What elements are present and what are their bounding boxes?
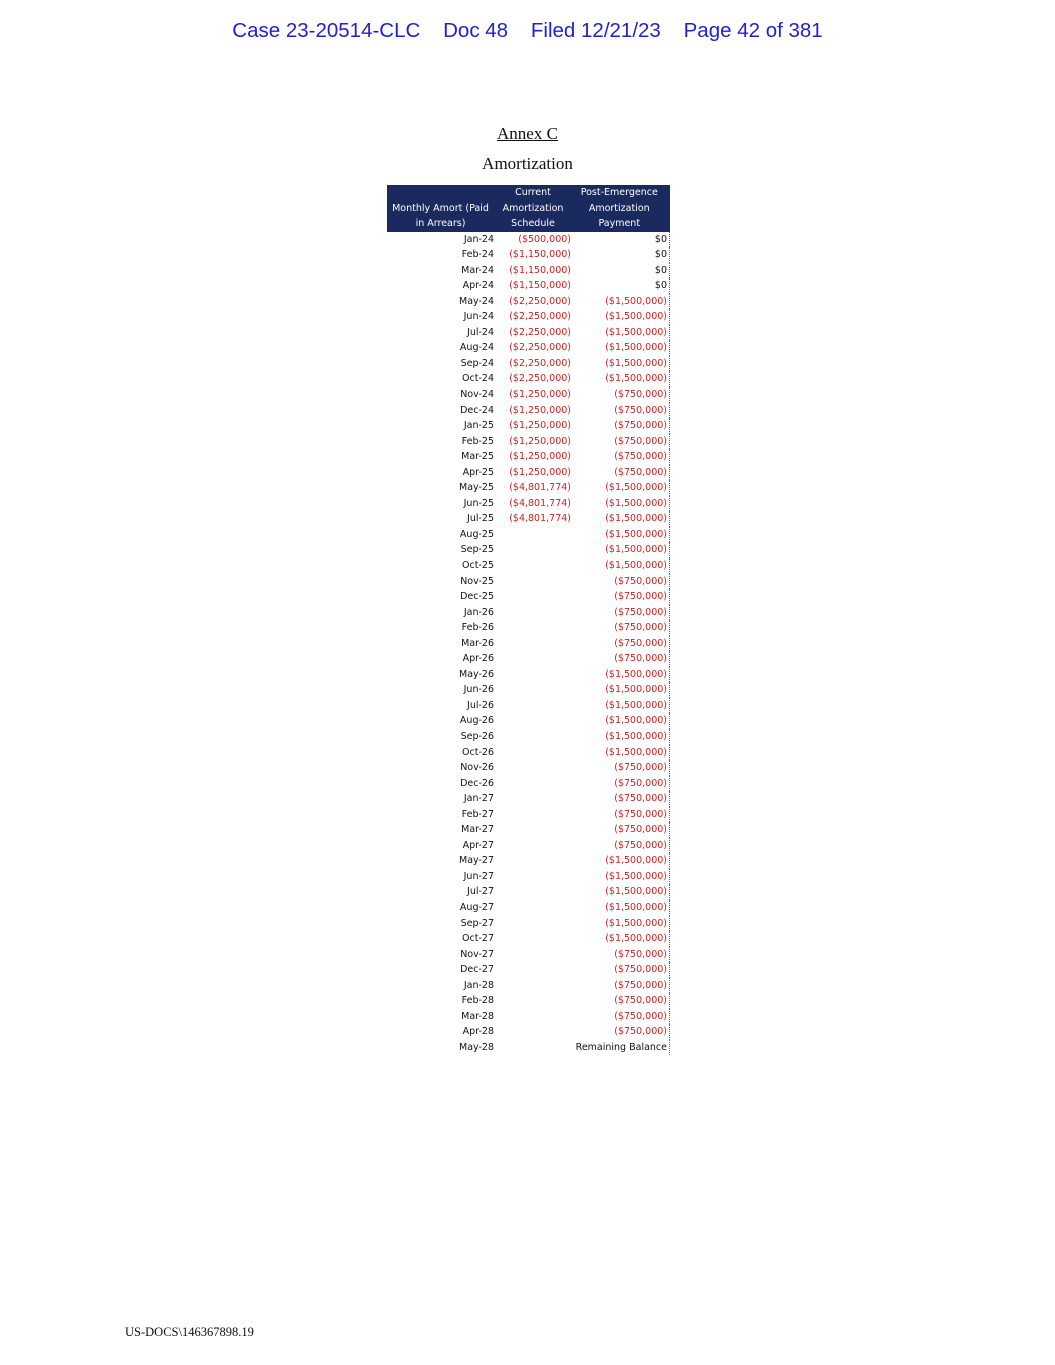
month-cell: Jun-25: [463, 497, 494, 509]
post-emergence-cell: ($750,000): [571, 403, 670, 419]
current-schedule-cell: ($1,250,000): [509, 451, 571, 463]
month-cell: Nov-25: [460, 575, 494, 587]
current-schedule-cell: ($1,250,000): [509, 435, 571, 447]
month-cell: Jul-25: [467, 513, 494, 525]
table-row: [387, 838, 670, 854]
post-emergence-cell: ($750,000): [571, 1009, 670, 1025]
post-emergence-cell: ($750,000): [571, 651, 670, 667]
month-cell: Jul-26: [467, 699, 494, 711]
current-schedule-cell: [495, 651, 571, 667]
month-cell: Jul-27: [467, 886, 494, 898]
current-schedule-cell: ($2,250,000): [509, 357, 571, 369]
table-row: [387, 978, 670, 994]
table-row: [387, 1040, 670, 1056]
table-row: [387, 636, 670, 652]
document-id: US-DOCS\146367898.19: [125, 1325, 254, 1339]
post-emergence-cell: ($1,500,000): [571, 853, 670, 869]
month-cell: Apr-24: [462, 280, 494, 292]
month-cell: Nov-27: [460, 948, 494, 960]
month-cell: Feb-26: [461, 622, 494, 634]
current-schedule-cell: [495, 713, 571, 729]
month-cell: Jan-24: [463, 233, 494, 245]
table-row: [387, 605, 670, 621]
post-emergence-cell: $0: [571, 278, 670, 294]
table-row: [387, 465, 670, 481]
current-schedule-cell: [495, 1040, 571, 1056]
current-schedule-cell: [495, 993, 571, 1009]
current-schedule-cell: ($1,250,000): [509, 420, 571, 432]
current-schedule-cell: [495, 1024, 571, 1040]
post-emergence-cell: ($1,500,000): [571, 371, 670, 387]
current-schedule-cell: [495, 978, 571, 994]
post-emergence-cell: ($1,500,000): [571, 511, 670, 527]
current-schedule-cell: [495, 931, 571, 947]
current-schedule-cell: [495, 574, 571, 590]
table-row: [387, 1024, 670, 1040]
current-schedule-cell: [495, 605, 571, 621]
table-row: [387, 387, 670, 403]
month-cell: Aug-24: [459, 342, 494, 354]
table-row: [387, 776, 670, 792]
current-schedule-cell: [495, 667, 571, 683]
table-row: [387, 263, 670, 279]
current-schedule-cell: ($2,250,000): [509, 342, 571, 354]
current-schedule-cell: ($2,250,000): [509, 311, 571, 323]
post-emergence-cell: ($750,000): [571, 418, 670, 434]
current-schedule-cell: [495, 807, 571, 823]
current-schedule-cell: ($500,000): [518, 233, 571, 245]
post-emergence-cell: ($1,500,000): [571, 931, 670, 947]
post-emergence-cell: ($1,500,000): [571, 729, 670, 745]
month-cell: May-27: [459, 855, 494, 867]
current-schedule-cell: ($1,250,000): [509, 388, 571, 400]
current-schedule-cell: [495, 853, 571, 869]
month-cell: Feb-24: [461, 249, 494, 261]
table-row: [387, 745, 670, 761]
current-schedule-cell: [495, 620, 571, 636]
table-row: [387, 993, 670, 1009]
post-emergence-cell: ($1,500,000): [571, 480, 670, 496]
current-schedule-cell: [495, 838, 571, 854]
current-schedule-cell: ($4,801,774): [509, 513, 571, 525]
table-row: [387, 356, 670, 372]
current-schedule-cell: [495, 682, 571, 698]
current-schedule-cell: ($2,250,000): [509, 295, 571, 307]
post-emergence-cell: ($750,000): [571, 776, 670, 792]
month-cell: Jan-25: [463, 420, 494, 432]
header-monthly-amort: Monthly Amort (Paid in Arrears): [387, 185, 495, 232]
table-row: [387, 931, 670, 947]
post-emergence-cell: ($750,000): [571, 636, 670, 652]
table-row: [387, 962, 670, 978]
post-emergence-cell: ($750,000): [571, 962, 670, 978]
current-schedule-cell: ($1,250,000): [509, 466, 571, 478]
post-emergence-cell: ($750,000): [571, 605, 670, 621]
table-body: [387, 232, 670, 1056]
table-row: [387, 807, 670, 823]
month-cell: Mar-26: [461, 637, 494, 649]
month-cell: Apr-25: [462, 466, 494, 478]
month-cell: Sep-27: [460, 917, 494, 929]
header-current-schedule: Current Amortization Schedule: [495, 185, 571, 232]
month-cell: Dec-26: [460, 777, 494, 789]
post-emergence-cell: ($750,000): [571, 387, 670, 403]
month-cell: Nov-26: [460, 762, 494, 774]
post-emergence-cell: ($1,500,000): [571, 682, 670, 698]
month-cell: Aug-27: [459, 902, 494, 914]
current-schedule-cell: [495, 527, 571, 543]
month-cell: May-26: [459, 668, 494, 680]
post-emergence-cell: ($750,000): [571, 465, 670, 481]
current-schedule-cell: ($1,250,000): [509, 404, 571, 416]
post-emergence-cell: ($750,000): [571, 822, 670, 838]
current-schedule-cell: [495, 558, 571, 574]
month-cell: May-28: [459, 1041, 494, 1053]
table-row: [387, 947, 670, 963]
table-row: [387, 294, 670, 310]
current-schedule-cell: [495, 776, 571, 792]
annex-subtitle: Amortization: [482, 154, 573, 173]
table-row: [387, 434, 670, 450]
table-row: [387, 232, 670, 248]
month-cell: May-24: [459, 295, 494, 307]
month-cell: Jun-24: [463, 311, 494, 323]
month-cell: Sep-24: [460, 357, 494, 369]
post-emergence-cell: ($1,500,000): [571, 309, 670, 325]
post-emergence-cell: ($750,000): [571, 434, 670, 450]
post-emergence-cell: ($750,000): [571, 760, 670, 776]
current-schedule-cell: [495, 947, 571, 963]
post-emergence-cell: ($750,000): [571, 1024, 670, 1040]
current-schedule-cell: [495, 916, 571, 932]
month-cell: Jun-27: [463, 870, 494, 882]
post-emergence-cell: ($750,000): [571, 993, 670, 1009]
current-schedule-cell: [495, 900, 571, 916]
doc-number: Doc 48: [443, 19, 509, 42]
table-row: [387, 371, 670, 387]
table-row: [387, 667, 670, 683]
post-emergence-cell: ($750,000): [571, 574, 670, 590]
table-row: [387, 480, 670, 496]
month-cell: May-25: [459, 482, 494, 494]
table-row: [387, 449, 670, 465]
month-cell: Oct-25: [462, 559, 494, 571]
current-schedule-cell: ($1,150,000): [509, 280, 571, 292]
current-schedule-cell: [495, 962, 571, 978]
table-row: [387, 309, 670, 325]
post-emergence-cell: Remaining Balance: [571, 1040, 670, 1056]
month-cell: Apr-27: [462, 839, 494, 851]
current-schedule-cell: [495, 729, 571, 745]
current-schedule-cell: [495, 542, 571, 558]
month-cell: Jan-28: [463, 979, 494, 991]
table-row: [387, 620, 670, 636]
post-emergence-cell: ($1,500,000): [571, 745, 670, 761]
month-cell: Dec-24: [460, 404, 494, 416]
table-row: [387, 418, 670, 434]
table-row: [387, 916, 670, 932]
current-schedule-cell: [495, 698, 571, 714]
current-schedule-cell: ($4,801,774): [509, 482, 571, 494]
table-row: [387, 869, 670, 885]
month-cell: Jan-27: [463, 793, 494, 805]
table-row: [387, 853, 670, 869]
month-cell: Mar-27: [461, 824, 494, 836]
table-row: [387, 278, 670, 294]
post-emergence-cell: ($1,500,000): [571, 884, 670, 900]
case-header: [0, 19, 1055, 43]
post-emergence-cell: ($750,000): [571, 620, 670, 636]
post-emergence-cell: ($1,500,000): [571, 900, 670, 916]
month-cell: Apr-28: [462, 1026, 494, 1038]
table-row: [387, 1009, 670, 1025]
month-cell: Jun-26: [463, 684, 494, 696]
table-row: [387, 729, 670, 745]
post-emergence-cell: $0: [571, 263, 670, 279]
month-cell: Apr-26: [462, 653, 494, 665]
post-emergence-cell: ($750,000): [571, 807, 670, 823]
table-row: [387, 340, 670, 356]
filed-date: Filed 12/21/23: [530, 19, 661, 42]
post-emergence-cell: ($1,500,000): [571, 356, 670, 372]
month-cell: Feb-25: [461, 435, 494, 447]
month-cell: Sep-26: [460, 731, 494, 742]
post-emergence-cell: ($750,000): [571, 838, 670, 854]
current-schedule-cell: [495, 822, 571, 838]
month-cell: Aug-25: [459, 528, 494, 540]
month-cell: Jan-26: [463, 606, 494, 618]
month-cell: Oct-26: [462, 746, 494, 758]
post-emergence-cell: ($1,500,000): [571, 527, 670, 543]
current-schedule-cell: ($1,150,000): [509, 264, 571, 276]
current-schedule-cell: ($2,250,000): [509, 326, 571, 338]
post-emergence-cell: $0: [571, 247, 670, 263]
table-row: [387, 527, 670, 543]
month-cell: Oct-27: [462, 933, 494, 945]
post-emergence-cell: ($1,500,000): [571, 667, 670, 683]
month-cell: Mar-28: [461, 1010, 494, 1022]
table-row: [387, 884, 670, 900]
table-row: [387, 791, 670, 807]
current-schedule-cell: [495, 636, 571, 652]
table-row: [387, 496, 670, 512]
month-cell: Jul-24: [467, 326, 494, 338]
current-schedule-cell: ($1,150,000): [509, 249, 571, 261]
current-schedule-cell: ($2,250,000): [509, 373, 571, 385]
post-emergence-cell: $0: [571, 232, 670, 248]
amortization-table: [387, 185, 670, 1055]
current-schedule-cell: ($4,801,774): [509, 497, 571, 509]
month-cell: Feb-28: [461, 995, 494, 1007]
table-row: [387, 511, 670, 527]
current-schedule-cell: [495, 791, 571, 807]
month-cell: Nov-24: [460, 388, 494, 400]
current-schedule-cell: [495, 884, 571, 900]
current-schedule-cell: [495, 589, 571, 605]
table-row: [387, 713, 670, 729]
month-cell: Sep-25: [460, 544, 494, 556]
post-emergence-cell: ($1,500,000): [571, 496, 670, 512]
table-row: [387, 247, 670, 263]
post-emergence-cell: ($750,000): [571, 978, 670, 994]
table-row: [387, 900, 670, 916]
post-emergence-cell: ($1,500,000): [571, 916, 670, 932]
table-row: [387, 698, 670, 714]
post-emergence-cell: ($750,000): [571, 947, 670, 963]
table-row: [387, 542, 670, 558]
post-emergence-cell: ($1,500,000): [571, 325, 670, 341]
current-schedule-cell: [495, 1009, 571, 1025]
month-cell: Feb-27: [461, 808, 494, 820]
post-emergence-cell: ($1,500,000): [571, 294, 670, 310]
page-number: Page 42 of 381: [683, 19, 823, 42]
table-row: [387, 325, 670, 341]
current-schedule-cell: [495, 745, 571, 761]
post-emergence-cell: ($750,000): [571, 449, 670, 465]
month-cell: Dec-27: [460, 964, 494, 976]
post-emergence-cell: ($1,500,000): [571, 698, 670, 714]
month-cell: Dec-25: [460, 591, 494, 603]
table-header-row: [387, 185, 670, 232]
post-emergence-cell: ($1,500,000): [571, 869, 670, 885]
post-emergence-cell: ($1,500,000): [571, 542, 670, 558]
current-schedule-cell: [495, 760, 571, 776]
table-row: [387, 403, 670, 419]
post-emergence-cell: ($1,500,000): [571, 340, 670, 356]
table-row: [387, 589, 670, 605]
table-row: [387, 558, 670, 574]
post-emergence-cell: ($1,500,000): [571, 713, 670, 729]
post-emergence-cell: ($1,500,000): [571, 558, 670, 574]
post-emergence-cell: ($750,000): [571, 791, 670, 807]
table-row: [387, 760, 670, 776]
case-number: Case 23-20514-CLC: [232, 19, 421, 42]
table-row: [387, 822, 670, 838]
current-schedule-cell: [495, 869, 571, 885]
table-row: [387, 574, 670, 590]
month-cell: Mar-25: [461, 451, 494, 463]
header-post-emergence: Post-Emergence Amortization Payment: [571, 185, 670, 232]
table-row: [387, 651, 670, 667]
table-row: [387, 682, 670, 698]
month-cell: Oct-24: [462, 373, 494, 385]
month-cell: Mar-24: [461, 264, 494, 276]
annex-title: Annex C: [497, 124, 558, 143]
month-cell: Aug-26: [459, 715, 494, 727]
post-emergence-cell: ($750,000): [571, 589, 670, 605]
